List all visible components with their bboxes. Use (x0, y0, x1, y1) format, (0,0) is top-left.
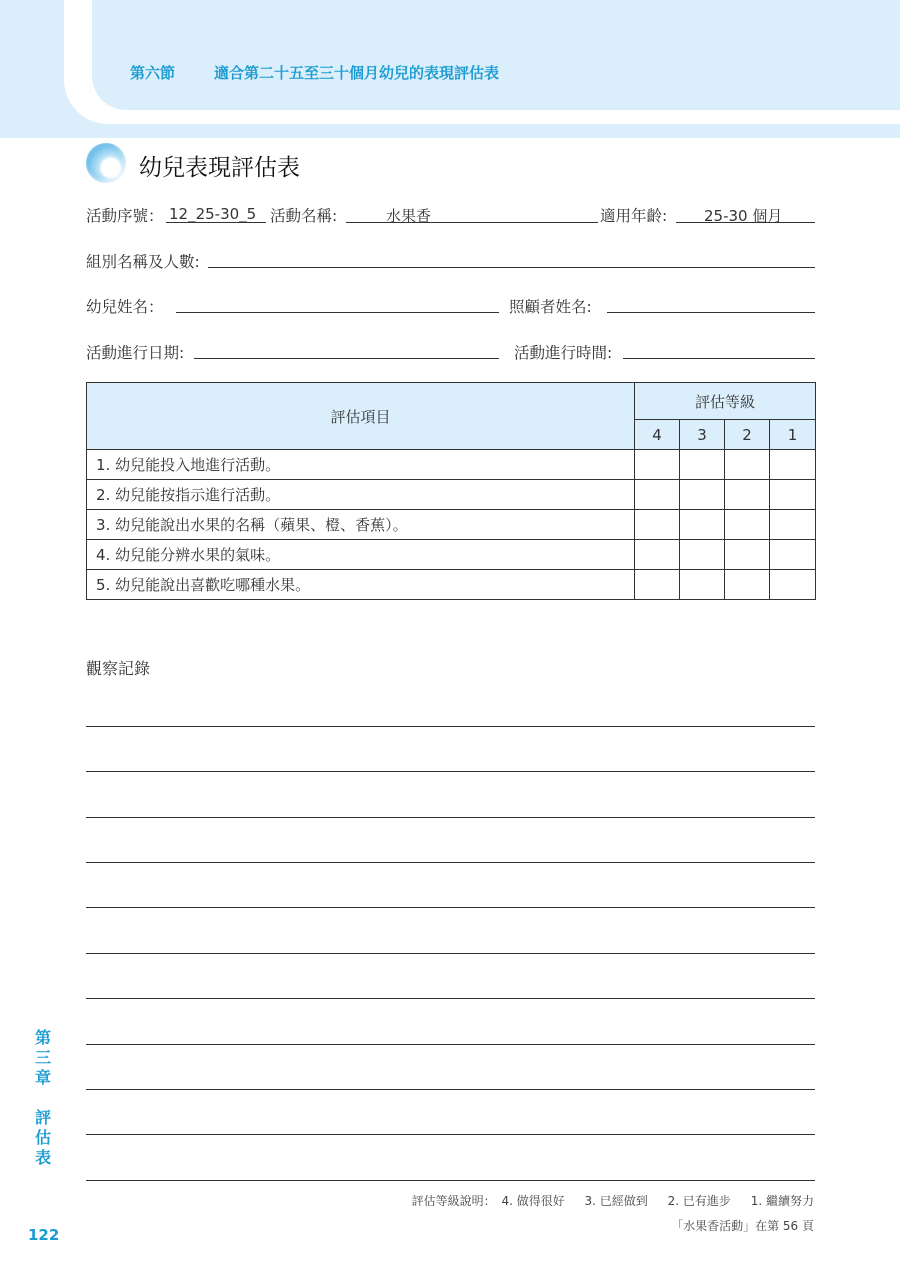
grade-cell[interactable] (635, 540, 680, 570)
date-field[interactable] (194, 358, 499, 359)
activity-no-label: 活動序號： (86, 207, 164, 225)
item-2: 2. 幼兒能按指示進行活動。 (87, 480, 635, 510)
grade-cell[interactable] (725, 540, 770, 570)
grade-cell[interactable] (680, 570, 725, 600)
observation-line[interactable] (86, 953, 815, 954)
grade-cell[interactable] (770, 570, 816, 600)
observation-line[interactable] (86, 1044, 815, 1045)
observation-line[interactable] (86, 998, 815, 999)
side-section-char: 評 (34, 1108, 51, 1127)
activity-name-field[interactable] (346, 222, 598, 223)
age-value: 25-30 個月 (704, 207, 783, 225)
observation-line[interactable] (86, 1134, 815, 1135)
section-number: 第六節 (130, 64, 176, 82)
grade-1-header: 1 (770, 420, 816, 450)
grade-cell[interactable] (725, 570, 770, 600)
child-name-label: 幼兒姓名： (86, 298, 164, 316)
grade-legend (412, 1192, 814, 1209)
grade-cell[interactable] (635, 510, 680, 540)
date-label: 活動進行日期: (86, 344, 185, 362)
grade-cell[interactable] (770, 450, 816, 480)
section-title: 適合第二十五至三十個月幼兒的表現評估表 (214, 64, 500, 82)
legend-item: 1. 繼續努力 (750, 1194, 814, 1208)
table-row (87, 540, 816, 570)
grade-cell[interactable] (635, 480, 680, 510)
activity-name-label: 活動名稱: (270, 207, 338, 225)
grade-cell[interactable] (635, 450, 680, 480)
evaluation-table (86, 382, 816, 600)
page-reference: 「水果香活動」在第 56 頁 (671, 1219, 814, 1233)
item-header: 評估項目 (87, 383, 635, 450)
side-chapter-char: 三 (34, 1048, 51, 1067)
item-4: 4. 幼兒能分辨水果的氣味。 (87, 540, 635, 570)
carer-name-label: 照顧者姓名: (509, 298, 592, 316)
table-row (87, 570, 816, 600)
side-chapter-char: 第 (34, 1028, 51, 1047)
time-field[interactable] (623, 358, 815, 359)
bubble-icon (86, 143, 126, 183)
grade-3-header: 3 (680, 420, 725, 450)
table-row (87, 480, 816, 510)
child-name-field[interactable] (176, 312, 499, 313)
legend-item: 3. 已經做到 (584, 1194, 648, 1208)
observation-line[interactable] (86, 862, 815, 863)
grade-cell[interactable] (680, 450, 725, 480)
grade-cell[interactable] (770, 480, 816, 510)
group-label: 組別名稱及人數: (86, 253, 200, 271)
observation-line[interactable] (86, 907, 815, 908)
page-number: 122 (28, 1226, 60, 1244)
grade-cell[interactable] (680, 540, 725, 570)
grade-cell[interactable] (725, 480, 770, 510)
side-section-char: 表 (34, 1148, 51, 1167)
grade-cell[interactable] (770, 510, 816, 540)
item-1: 1. 幼兒能投入地進行活動。 (87, 450, 635, 480)
grade-cell[interactable] (680, 510, 725, 540)
item-3: 3. 幼兒能說出水果的名稱（蘋果、橙、香蕉）。 (87, 510, 635, 540)
table-row (87, 450, 816, 480)
legend-item: 4. 做得很好 (501, 1194, 565, 1208)
observation-line[interactable] (86, 817, 815, 818)
item-5: 5. 幼兒能說出喜歡吃哪種水果。 (87, 570, 635, 600)
grade-header: 評估等級 (635, 383, 816, 420)
grade-cell[interactable] (725, 450, 770, 480)
side-chapter-label (34, 1028, 52, 1168)
observation-line[interactable] (86, 1089, 815, 1090)
page-title: 幼兒表現評估表 (139, 155, 300, 181)
legend-item: 2. 已有進步 (667, 1194, 731, 1208)
carer-name-field[interactable] (607, 312, 815, 313)
activity-no-value: 12_25-30_5 (169, 205, 257, 223)
observation-line[interactable] (86, 1180, 815, 1181)
grade-cell[interactable] (635, 570, 680, 600)
grade-2-header: 2 (725, 420, 770, 450)
table-row (87, 510, 816, 540)
header-banner-inner (92, 0, 900, 110)
legend-title: 評估等級說明： (411, 1194, 496, 1208)
side-section-char: 估 (34, 1128, 51, 1147)
grade-4-header: 4 (635, 420, 680, 450)
age-label: 適用年齡: (600, 207, 668, 225)
grade-cell[interactable] (725, 510, 770, 540)
group-field[interactable] (208, 267, 815, 268)
activity-name-value: 水果香 (386, 207, 432, 225)
side-chapter-char: 章 (34, 1068, 51, 1087)
time-label: 活動進行時間: (514, 344, 613, 362)
grade-cell[interactable] (770, 540, 816, 570)
observation-line[interactable] (86, 726, 815, 727)
observation-line[interactable] (86, 771, 815, 772)
grade-cell[interactable] (680, 480, 725, 510)
observation-label: 觀察記錄 (86, 659, 151, 678)
